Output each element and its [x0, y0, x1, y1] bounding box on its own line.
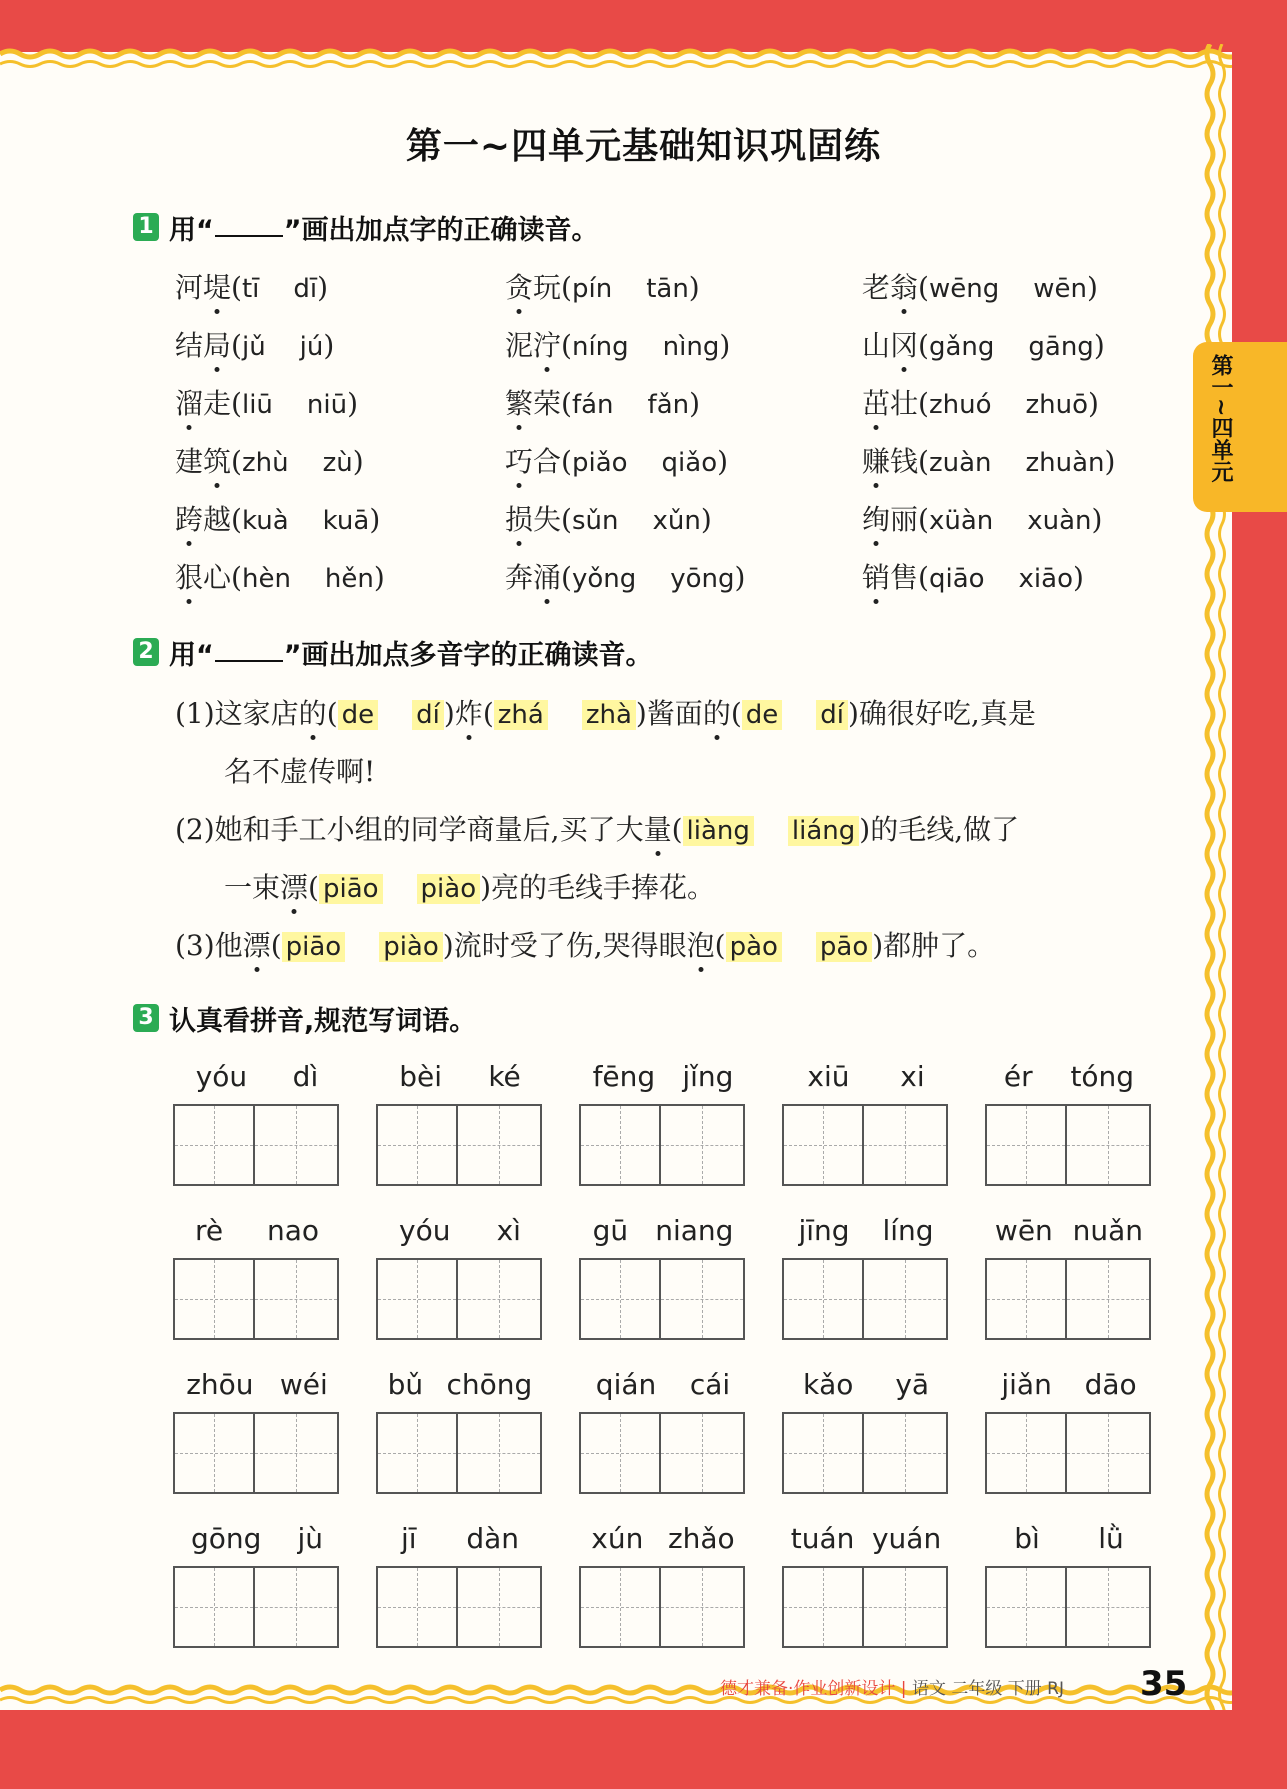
- pinyin-option[interactable]: hěn: [324, 564, 374, 594]
- pinyin-writing-pair: [376, 1214, 544, 1250]
- character-writing-box[interactable]: [255, 1104, 339, 1186]
- word-char: 山: [862, 329, 891, 362]
- pinyin-option[interactable]: tān: [646, 274, 689, 304]
- pinyin-option[interactable]: zuàn: [928, 448, 992, 478]
- character-writing-box[interactable]: [1067, 1412, 1151, 1494]
- pinyin-writing-pair: [579, 1214, 747, 1250]
- pinyin-option[interactable]: pāo: [816, 932, 872, 962]
- character-writing-box[interactable]: [864, 1104, 948, 1186]
- pinyin-option[interactable]: kuà: [241, 506, 289, 536]
- pinyin-writing-pair: [782, 1368, 950, 1404]
- pinyin-option[interactable]: sǔn: [571, 506, 619, 536]
- question-number-badge: 2: [133, 638, 159, 666]
- sentence-3: (3)他漂( piāo piào )流时受了伤,哭得眼泡( pào pāo )都肿了。: [175, 929, 996, 962]
- pinyin-option[interactable]: zhuàn: [1025, 448, 1105, 478]
- character-writing-box[interactable]: [661, 1104, 745, 1186]
- pinyin-label: lǜ: [1098, 1522, 1124, 1555]
- pinyin-label: dàn: [466, 1522, 520, 1555]
- word-char: 售: [890, 561, 919, 594]
- dotted-char: 堤: [203, 271, 232, 304]
- dotted-char: 冈: [890, 329, 919, 362]
- pinyin-option[interactable]: gǎng: [928, 332, 995, 362]
- character-writing-box[interactable]: [1067, 1104, 1151, 1186]
- pinyin-option[interactable]: qiǎo: [661, 448, 718, 478]
- character-writing-box[interactable]: [173, 1566, 255, 1648]
- pinyin-label: jī: [400, 1522, 417, 1555]
- dotted-char: 泡: [686, 929, 715, 962]
- dotted-char: 赚: [862, 445, 891, 478]
- pinyin-label: bèi: [399, 1060, 442, 1093]
- page-number: 35: [1140, 1664, 1188, 1704]
- word-item: 茁壮(zhuó zhuō): [862, 387, 1099, 420]
- pinyin-option[interactable]: zhá: [494, 700, 548, 730]
- character-writing-box[interactable]: [864, 1412, 948, 1494]
- pinyin-label: chōng: [446, 1368, 533, 1401]
- character-writing-box[interactable]: [376, 1258, 458, 1340]
- pinyin-writing-pair: [173, 1060, 341, 1096]
- pinyin-option[interactable]: yǒng: [571, 564, 637, 594]
- pinyin-option[interactable]: tī: [241, 274, 260, 304]
- pinyin-writing-pair: [985, 1214, 1153, 1250]
- dotted-char: 巧: [505, 445, 534, 478]
- word-char: 心: [203, 561, 232, 594]
- pinyin-label: jiǎn: [1001, 1368, 1052, 1401]
- character-writing-box[interactable]: [1067, 1566, 1151, 1648]
- word-item: 狠心(hèn hěn): [175, 561, 385, 594]
- dotted-char: 跨: [175, 503, 204, 536]
- top-wave-border: [0, 44, 1232, 74]
- pinyin-option[interactable]: xiāo: [1018, 564, 1073, 594]
- pinyin-option[interactable]: de: [742, 700, 783, 730]
- character-writing-box[interactable]: [579, 1258, 661, 1340]
- pinyin-label: dì: [292, 1060, 319, 1093]
- pinyin-label: xún: [591, 1522, 644, 1555]
- word-char: 泥: [505, 329, 534, 362]
- question-1-prefix: 用“: [169, 214, 214, 246]
- sentence-2-continued: 一束漂( piāo piào )亮的毛线手捧花。: [224, 871, 716, 904]
- character-writing-box[interactable]: [458, 1258, 542, 1340]
- pinyin-option[interactable]: xuàn: [1027, 506, 1092, 536]
- pinyin-label: dāo: [1084, 1368, 1137, 1401]
- character-writing-box[interactable]: [579, 1566, 661, 1648]
- word-char: 河: [175, 271, 204, 304]
- pinyin-option[interactable]: níng: [571, 332, 629, 362]
- character-writing-box[interactable]: [376, 1104, 458, 1186]
- word-item: 奔涌(yǒng yōng): [505, 561, 746, 594]
- pinyin-option[interactable]: kuā: [322, 506, 370, 536]
- pinyin-option[interactable]: piào: [379, 932, 443, 962]
- dotted-char: 筑: [203, 445, 232, 478]
- character-writing-box[interactable]: [985, 1412, 1067, 1494]
- word-char: 玩: [533, 271, 562, 304]
- pinyin-option[interactable]: zù: [322, 448, 353, 478]
- pinyin-writing-pair: [579, 1522, 747, 1558]
- pinyin-writing-pair: [782, 1214, 950, 1250]
- pinyin-writing-pair: [782, 1522, 950, 1558]
- pinyin-option[interactable]: wēng: [928, 274, 1000, 304]
- word-char: 钱: [890, 445, 919, 478]
- page-title: 第一~四单元基础知识巩固练: [405, 126, 882, 167]
- character-writing-box[interactable]: [579, 1104, 661, 1186]
- pinyin-label: bì: [1014, 1522, 1040, 1555]
- word-item: 巧合(piǎo qiǎo): [505, 445, 729, 478]
- pinyin-option[interactable]: liàng: [683, 816, 754, 846]
- pinyin-option[interactable]: dí: [816, 700, 848, 730]
- dotted-char: 的: [702, 697, 731, 730]
- character-writing-box[interactable]: [255, 1566, 339, 1648]
- pinyin-label: tóng: [1070, 1060, 1135, 1093]
- character-writing-box[interactable]: [579, 1412, 661, 1494]
- pinyin-option[interactable]: pào: [726, 932, 782, 962]
- word-char: 越: [203, 503, 232, 536]
- character-writing-box[interactable]: [173, 1412, 255, 1494]
- word-item: 山冈(gǎng gāng): [862, 329, 1105, 362]
- question-2-heading: [133, 636, 653, 671]
- dotted-char: 涌: [533, 561, 562, 594]
- footer-brand: 德才兼备·作业创新设计: [720, 1679, 896, 1699]
- footer-text: 德才兼备·作业创新设计 | 语文 二年级 下册 RJ: [720, 1679, 1064, 1699]
- right-wave-border: [1200, 44, 1236, 1710]
- pinyin-label: xì: [496, 1214, 521, 1247]
- dotted-char: 翁: [890, 271, 919, 304]
- underline-blank: [215, 642, 283, 662]
- pinyin-option[interactable]: dí: [412, 700, 444, 730]
- word-item: 泥泞(níng nìng): [505, 329, 731, 362]
- dotted-char: 漂: [242, 929, 271, 962]
- sentence-2: (2)她和手工小组的同学商量后,买了大量( liàng liáng )的毛线,做了: [175, 813, 1020, 846]
- question-2-text: ”画出加点多音字的正确读音。: [283, 639, 653, 671]
- dotted-char: 狠: [175, 561, 204, 594]
- word-item: 销售(qiāo xiāo): [862, 561, 1084, 594]
- pinyin-writing-pair: [173, 1214, 341, 1250]
- question-1-text: ”画出加点字的正确读音。: [283, 214, 599, 246]
- pinyin-writing-pair: [579, 1368, 747, 1404]
- pinyin-writing-pair: [985, 1522, 1153, 1558]
- pinyin-option[interactable]: nìng: [662, 332, 720, 362]
- pinyin-option[interactable]: fǎn: [647, 390, 690, 420]
- pinyin-writing-pair: [782, 1060, 950, 1096]
- pinyin-label: yuán: [871, 1522, 942, 1555]
- pinyin-option[interactable]: piāo: [319, 874, 383, 904]
- pinyin-label: nao: [266, 1214, 320, 1247]
- pinyin-label: wēn: [994, 1214, 1053, 1247]
- dotted-char: 的: [298, 697, 327, 730]
- word-char: 建: [175, 445, 204, 478]
- pinyin-option[interactable]: wēn: [1033, 274, 1087, 304]
- pinyin-writing-pair: [173, 1368, 341, 1404]
- pinyin-option[interactable]: qiāo: [928, 564, 985, 594]
- word-item: 建筑(zhù zù): [175, 445, 364, 478]
- pinyin-option[interactable]: niū: [306, 390, 348, 420]
- word-item: 跨越(kuà kuā): [175, 503, 381, 536]
- pinyin-option[interactable]: jú: [299, 332, 324, 362]
- character-writing-box[interactable]: [661, 1258, 745, 1340]
- character-writing-box[interactable]: [458, 1412, 542, 1494]
- word-char: 走: [203, 387, 232, 420]
- pinyin-label: xi: [900, 1060, 925, 1093]
- pinyin-label: cái: [689, 1368, 731, 1401]
- character-writing-box[interactable]: [661, 1412, 745, 1494]
- character-writing-box[interactable]: [782, 1412, 864, 1494]
- character-writing-box[interactable]: [864, 1258, 948, 1340]
- word-char: 丽: [890, 503, 919, 536]
- dotted-char: 贪: [505, 271, 534, 304]
- character-writing-box[interactable]: [782, 1258, 864, 1340]
- pinyin-label: ér: [1003, 1060, 1033, 1093]
- pinyin-writing-pair: [376, 1368, 544, 1404]
- footer-meta: 语文 二年级 下册 RJ: [911, 1679, 1064, 1699]
- pinyin-option[interactable]: de: [338, 700, 379, 730]
- pinyin-label: yóu: [195, 1060, 248, 1093]
- pinyin-label: jīng: [798, 1214, 850, 1247]
- unit-side-tab-label: 第一~四单元: [1208, 354, 1233, 483]
- pinyin-option[interactable]: jǔ: [241, 332, 266, 362]
- sentence-1: (1)这家店的( de dí )炸( zhá zhà )酱面的( de dí )确很好吃,真是: [175, 697, 1036, 730]
- word-char: 奔: [505, 561, 534, 594]
- dotted-char: 绚: [862, 503, 891, 536]
- character-writing-box[interactable]: [864, 1566, 948, 1648]
- word-item: 绚丽(xüàn xuàn): [862, 503, 1103, 536]
- pinyin-label: zhǎo: [667, 1522, 735, 1555]
- dotted-char: 损: [505, 503, 534, 536]
- pinyin-option[interactable]: fán: [571, 390, 614, 420]
- pinyin-label: kǎo: [802, 1368, 854, 1401]
- character-writing-box[interactable]: [376, 1566, 458, 1648]
- character-writing-box[interactable]: [985, 1258, 1067, 1340]
- pinyin-option[interactable]: zhuō: [1025, 390, 1088, 420]
- character-writing-box[interactable]: [782, 1566, 864, 1648]
- word-item: 溜走(liū niū): [175, 387, 359, 420]
- sentence-1-continued: 名不虚传啊!: [224, 755, 376, 788]
- dotted-char: 茁: [862, 387, 891, 420]
- question-3-heading: [133, 1002, 477, 1037]
- word-char: 失: [533, 503, 562, 536]
- dotted-char: 溜: [175, 387, 204, 420]
- pinyin-label: jù: [297, 1522, 323, 1555]
- dotted-char: 局: [203, 329, 232, 362]
- pinyin-option[interactable]: gāng: [1028, 332, 1094, 362]
- word-char: 老: [862, 271, 891, 304]
- dotted-char: 量: [643, 813, 672, 846]
- dotted-char: 繁: [505, 387, 534, 420]
- pinyin-option[interactable]: zhà: [582, 700, 636, 730]
- pinyin-writing-pair: [985, 1060, 1153, 1096]
- question-1-heading: [133, 211, 599, 246]
- pinyin-label: yóu: [399, 1214, 451, 1247]
- character-writing-box[interactable]: [985, 1566, 1067, 1648]
- dotted-char: 泞: [533, 329, 562, 362]
- pinyin-option[interactable]: piào: [417, 874, 481, 904]
- word-item: 结局(jǔ jú): [175, 329, 335, 362]
- pinyin-label: nuǎn: [1072, 1214, 1144, 1247]
- pinyin-writing-pair: [173, 1522, 341, 1558]
- pinyin-option[interactable]: piāo: [282, 932, 346, 962]
- pinyin-option[interactable]: liū: [241, 390, 273, 420]
- word-char: 合: [533, 445, 562, 478]
- pinyin-writing-pair: [579, 1060, 747, 1096]
- pinyin-option[interactable]: dī: [293, 274, 318, 304]
- pinyin-label: qián: [595, 1368, 657, 1401]
- question-number-badge: 1: [133, 213, 159, 241]
- character-writing-box[interactable]: [1067, 1258, 1151, 1340]
- pinyin-label: xiū: [807, 1060, 850, 1093]
- word-item: 河堤(tī dī): [175, 271, 329, 304]
- pinyin-label: tuán: [790, 1522, 855, 1555]
- pinyin-option[interactable]: xǔn: [652, 506, 701, 536]
- character-writing-box[interactable]: [173, 1258, 255, 1340]
- pinyin-label: gū: [592, 1214, 629, 1247]
- pinyin-label: rè: [194, 1214, 224, 1247]
- dotted-char: 炸: [454, 697, 483, 730]
- pinyin-label: bǔ: [387, 1368, 424, 1401]
- character-writing-box[interactable]: [255, 1412, 339, 1494]
- character-writing-box[interactable]: [458, 1566, 542, 1648]
- pinyin-writing-pair: [376, 1060, 544, 1096]
- pinyin-option[interactable]: zhuó: [928, 390, 992, 420]
- word-char: 荣: [533, 387, 562, 420]
- character-writing-box[interactable]: [985, 1104, 1067, 1186]
- word-item: 损失(sǔn xǔn): [505, 503, 712, 536]
- pinyin-label: jǐng: [682, 1060, 734, 1093]
- pinyin-label: zhōu: [186, 1368, 254, 1401]
- underline-blank: [215, 217, 283, 237]
- pinyin-option[interactable]: piǎo: [571, 448, 628, 478]
- character-writing-box[interactable]: [458, 1104, 542, 1186]
- pinyin-label: gōng: [191, 1522, 262, 1555]
- dotted-char: 销: [862, 561, 891, 594]
- pinyin-option[interactable]: pín: [571, 274, 613, 304]
- word-char: 壮: [890, 387, 919, 420]
- pinyin-label: ké: [488, 1060, 521, 1093]
- question-3-text: 认真看拼音,规范写词语。: [169, 1005, 477, 1037]
- pinyin-label: wéi: [279, 1368, 328, 1401]
- pinyin-label: yā: [895, 1368, 930, 1401]
- character-writing-box[interactable]: [376, 1412, 458, 1494]
- character-writing-box[interactable]: [661, 1566, 745, 1648]
- character-writing-box[interactable]: [255, 1258, 339, 1340]
- word-item: 老翁(wēng wēn): [862, 271, 1098, 304]
- word-item: 贪玩(pín tān): [505, 271, 700, 304]
- pinyin-option[interactable]: xüàn: [928, 506, 994, 536]
- word-item: 繁荣(fán fǎn): [505, 387, 701, 420]
- character-writing-box[interactable]: [173, 1104, 255, 1186]
- pinyin-writing-pair: [985, 1368, 1153, 1404]
- question-number-badge: 3: [133, 1004, 159, 1032]
- pinyin-label: niang: [655, 1214, 734, 1247]
- pinyin-label: fēng: [592, 1060, 656, 1093]
- question-2-prefix: 用“: [169, 639, 214, 671]
- pinyin-option[interactable]: zhù: [241, 448, 289, 478]
- word-item: 赚钱(zuàn zhuàn): [862, 445, 1116, 478]
- pinyin-option[interactable]: yōng: [670, 564, 735, 594]
- word-char: 结: [175, 329, 204, 362]
- character-writing-box[interactable]: [782, 1104, 864, 1186]
- dotted-char: 漂: [280, 871, 309, 904]
- pinyin-label: líng: [882, 1214, 934, 1247]
- pinyin-option[interactable]: liáng: [788, 816, 859, 846]
- pinyin-option[interactable]: hèn: [241, 564, 291, 594]
- pinyin-writing-pair: [376, 1522, 544, 1558]
